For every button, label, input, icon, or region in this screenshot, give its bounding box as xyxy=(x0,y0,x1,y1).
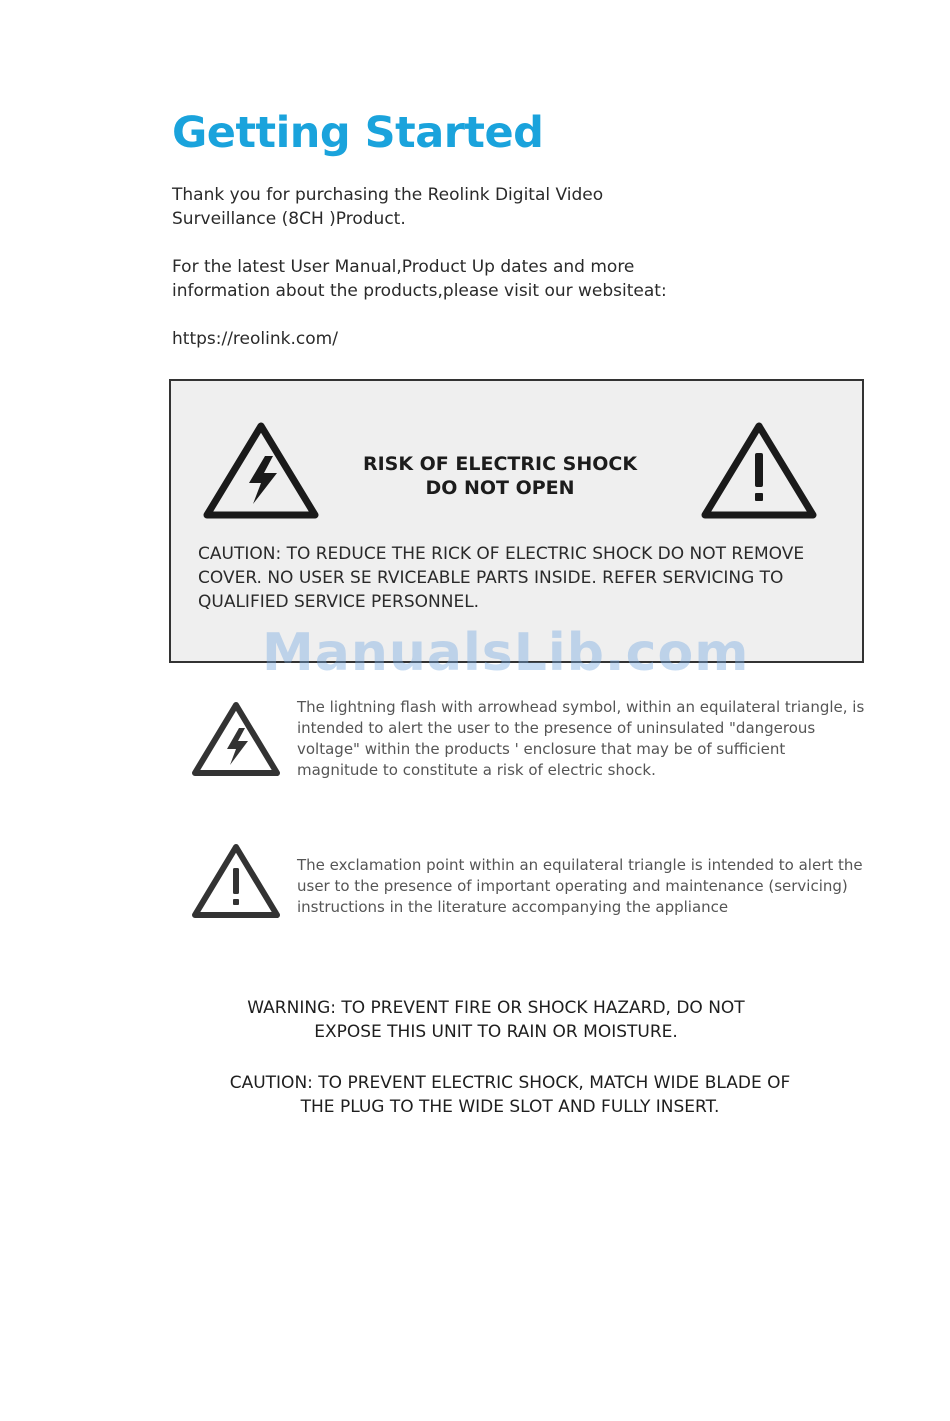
info-paragraph xyxy=(172,255,667,303)
info-line: information about the products,please visit our websiteat: xyxy=(172,281,667,301)
info-line: For the latest User Manual,Product Up dates and more xyxy=(172,257,635,277)
shock-heading-line: RISK OF ELECTRIC SHOCK xyxy=(362,453,638,475)
plug-caution-line: CAUTION: TO PREVENT ELECTRIC SHOCK, MATCH WIDE BLADE OF xyxy=(229,1073,791,1093)
warning-line: WARNING: TO PREVENT FIRE OR SHOCK HAZARD, DO NOT xyxy=(247,998,745,1018)
description-line: voltage" within the products ' enclosure that may be of sufficient xyxy=(297,740,786,758)
box-caution-text xyxy=(198,542,804,614)
website-link[interactable] xyxy=(172,327,338,351)
intro-paragraph xyxy=(172,183,603,231)
description-line: The exclamation point within an equilateral triangle is intended to alert the xyxy=(297,856,863,874)
exclamation-warning-icon xyxy=(701,420,817,520)
plug-caution xyxy=(200,1071,820,1119)
shock-heading xyxy=(330,452,670,500)
description-line: instructions in the literature accompanying the appliance xyxy=(297,898,729,916)
exclamation-symbol-description xyxy=(297,855,863,918)
caution-line: COVER. NO USER SE RVICEABLE PARTS INSIDE. REFER SERVICING TO xyxy=(198,568,784,588)
page-title: Getting Started xyxy=(172,108,544,158)
lightning-warning-icon xyxy=(203,420,319,520)
description-line: intended to alert the user to the presence of uninsulated "dangerous xyxy=(297,719,816,737)
exclamation-warning-icon xyxy=(191,842,281,920)
description-line: user to the presence of important operating and maintenance (servicing) xyxy=(297,877,848,895)
website-url[interactable]: https://reolink.com/ xyxy=(172,329,338,349)
caution-line: QUALIFIED SERVICE PERSONNEL. xyxy=(198,592,480,612)
fire-shock-warning xyxy=(186,996,806,1044)
plug-caution-line: THE PLUG TO THE WIDE SLOT AND FULLY INSERT. xyxy=(300,1097,720,1117)
lightning-warning-icon xyxy=(191,700,281,778)
description-line: The lightning flash with arrowhead symbol, within an equilateral triangle, is xyxy=(297,698,865,716)
watermark: ManualsLib.com xyxy=(262,623,750,683)
shock-heading-line: DO NOT OPEN xyxy=(425,477,575,499)
intro-line: Surveillance (8CH )Product. xyxy=(172,209,406,229)
caution-line: CAUTION: TO REDUCE THE RICK OF ELECTRIC SHOCK DO NOT REMOVE xyxy=(198,544,805,564)
lightning-symbol-description xyxy=(297,697,864,781)
description-line: magnitude to constitute a risk of electric shock. xyxy=(297,761,656,779)
warning-line: EXPOSE THIS UNIT TO RAIN OR MOISTURE. xyxy=(314,1022,678,1042)
intro-line: Thank you for purchasing the Reolink Digital Video xyxy=(172,185,604,205)
